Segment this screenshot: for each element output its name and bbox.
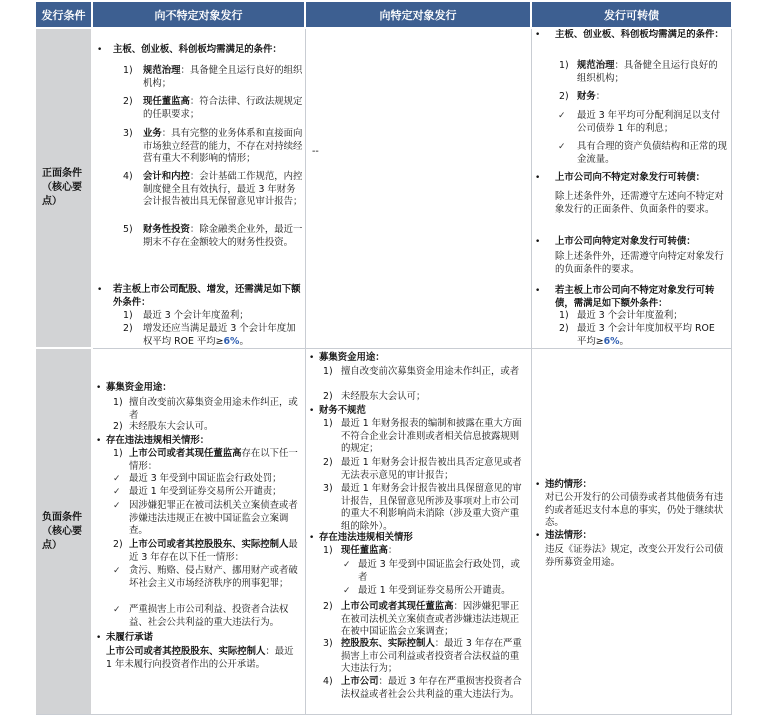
pc-item1 <box>577 60 727 85</box>
check-icon: ✓ <box>113 566 121 576</box>
ns-viol4-num: 4) <box>323 676 333 687</box>
ns-fin1: 最近 1 年财务报表的编制和披露在重大方面不符合企业会计准则或者相关信息披露规则的规定； <box>341 418 522 454</box>
row-label-positive <box>36 29 91 347</box>
bullet-icon: • <box>535 30 541 40</box>
nn-viol1-num: 1) <box>113 448 123 459</box>
ns-viol4-text: ：最近 3 年存在严重损害投资者合法权益或者社会公共利益的重大违法行为。 <box>341 676 522 700</box>
pn-extra2 <box>143 323 303 348</box>
nn-fund1: 擅自改变前次募集资金用途未作纠正，或者 <box>129 397 298 421</box>
nn-fund2-num: 2) <box>113 421 123 432</box>
pc-item1-num: 1) <box>559 60 569 71</box>
header-condition <box>36 2 91 27</box>
bullet-icon: • <box>96 383 102 393</box>
bullet-icon: • <box>96 436 102 446</box>
pc-title: 主板、创业板、科创板均需满足的条件： <box>555 29 724 40</box>
ns-viol1 <box>341 545 397 558</box>
pc-extra2 <box>577 323 727 348</box>
bullet-icon: • <box>309 406 315 416</box>
nn-viol2-check2: 严重损害上市公司利益、投资者合法权益、社会公共利益的重大违法行为。 <box>129 604 289 628</box>
ns-viol3-num: 3) <box>323 638 333 649</box>
pn-item4-text: ：会计基础工作规范，内控制度健全且有效执行，最近 3 年财务会计报告被出具无保留意见审计报告； <box>143 171 303 207</box>
bullet-icon: • <box>309 533 315 543</box>
pc-extra2-text: 最近 3 个会计年度加权平均 ROE 平均≥ <box>577 323 715 347</box>
ns-fund2: 未经股东大会认可； <box>341 391 426 402</box>
pn-extra2-text: 增发还应当满足最近 3 个会计年度加权平均 ROE 平均≥ <box>143 323 296 347</box>
pn-item5-text: ：除金融类企业外，最近一期末不存在金额较大的财务性投资。 <box>143 224 303 248</box>
pc-text-ns: 除上述条件外，还需遵守左述向不特定对象发行的正面条件、负面条件的要求。 <box>555 191 724 215</box>
bullet-icon: • <box>97 45 103 55</box>
nn-promise-bold: 上市公司或者其控股股东、实际控制人 <box>106 646 266 657</box>
pn-item3-bold: 业务 <box>143 128 162 139</box>
pn-extra2-tail: 。 <box>239 335 249 347</box>
check-icon: ✓ <box>113 487 121 497</box>
pc-extra2-tail: 。 <box>619 335 629 347</box>
nc-illegal-text: 违反《证券法》规定，改变公开发行公司债券所募资金用途。 <box>545 544 724 568</box>
row-label-positive-text: 正面条件（核心要点） <box>42 168 82 207</box>
check-icon: ✓ <box>558 142 566 152</box>
check-icon: ✓ <box>113 605 121 615</box>
pn-item5 <box>143 224 303 249</box>
row-label-negative-text: 负面条件（核心要点） <box>42 511 82 551</box>
nn-viol1-check1: 最近 3 年受到中国证监会行政处罚； <box>129 473 282 484</box>
pc-item1-text: ：具备健全且运行良好的组织机构； <box>577 60 718 84</box>
negative-specific-cell <box>306 349 531 714</box>
ns-viol2 <box>341 601 526 639</box>
positive-nonspecific-cell <box>93 29 305 348</box>
pn-item2 <box>143 96 303 121</box>
ns-fund1-num: 1) <box>323 366 333 377</box>
pn-item4 <box>143 171 303 209</box>
bullet-icon: • <box>535 480 541 490</box>
bullet-icon: • <box>97 285 103 295</box>
pc-item1-bold: 规范治理 <box>577 60 615 71</box>
ns-viol2-num: 2) <box>323 601 333 612</box>
nn-viol-title: 存在违法违规相关情形： <box>106 435 210 446</box>
pc-check1: 最近 3 年平均可分配利润足以支付公司债券 1 年的利息； <box>577 110 721 134</box>
ns-viol3 <box>341 638 526 676</box>
pn-item2-bold: 现任董监高 <box>143 96 190 107</box>
pn-extra2-highlight: 6% <box>223 335 240 347</box>
bullet-icon: • <box>535 531 541 541</box>
ns-fin2-num: 2) <box>323 457 333 468</box>
nc-illegal-title: 违法情形： <box>545 530 592 541</box>
ns-viol4 <box>341 676 526 701</box>
check-icon: ✓ <box>343 560 351 570</box>
nn-viol1-check2: 最近 1 年受到证券交易所公开谴责； <box>129 486 282 497</box>
nn-promise <box>106 646 301 671</box>
nn-viol2-num: 2) <box>113 539 123 550</box>
ns-viol1-text: ： <box>387 545 398 556</box>
check-icon: ✓ <box>343 586 351 596</box>
pn-extra1: 最近 3 个会计年度盈利； <box>143 310 249 321</box>
pn-title2: 若主板上市公司配股、增发，还需满足如下额外条件： <box>113 284 301 308</box>
nn-viol2-check1: 贪污、贿赂、侵占财产、挪用财产或者破坏社会主义市场经济秩序的刑事犯罪； <box>129 565 298 589</box>
ns-fund2-num: 2) <box>323 391 333 402</box>
pc-item2 <box>577 91 605 104</box>
check-icon: ✓ <box>113 474 121 484</box>
ns-viol3-bold: 控股股东、实际控制人 <box>341 638 435 649</box>
pn-item1 <box>143 65 303 90</box>
pc-extra1: 最近 3 个会计年度盈利； <box>577 310 683 321</box>
header-convertible-label: 发行可转债 <box>604 8 659 22</box>
bottom-border <box>36 714 731 715</box>
pn-item2-text: ：符合法律、行政法规规定的任职要求； <box>143 96 303 120</box>
ns-fin2: 最近 1 年财务会计报告被出具否定意见或者无法表示意见的审计报告； <box>341 457 522 481</box>
nn-fund-title: 募集资金用途： <box>106 382 172 393</box>
pn-item3-text: ：具有完整的业务体系和直接面向市场独立经营的能力，不存在对持续经营有重大不利影响的情形； <box>143 128 303 164</box>
nn-viol1-check3: 因涉嫌犯罪正在被司法机关立案侦查或者涉嫌违法违规正在被中国证监会立案调查。 <box>129 500 298 536</box>
check-icon: ✓ <box>113 501 121 511</box>
ns-fin-title: 财务不规范 <box>319 405 366 416</box>
ns-viol1-check1: 最近 3 年受到中国证监会行政处罚，或者 <box>358 559 520 583</box>
ps-dash: -- <box>312 146 319 157</box>
pn-item4-bold: 会计和内控 <box>143 171 190 182</box>
nn-viol1 <box>129 448 301 473</box>
nn-fund1-num: 1) <box>113 397 123 408</box>
pc-check2: 具有合理的资产负债结构和正常的现金流量。 <box>577 141 728 165</box>
nn-viol1-bold: 上市公司或者其现任董监高 <box>129 448 242 459</box>
pc-title-extra: 若主板上市公司向不特定对象发行可转债，需满足如下额外条件： <box>555 285 715 309</box>
ns-viol-title: 存在违法违规相关情形 <box>319 532 413 543</box>
pc-extra2-highlight: 6% <box>603 335 620 347</box>
nc-breach-text: 对已公开发行的公司债券或者其他债务有违约或者延迟支付本息的事实，仍处于继续状态。 <box>545 492 724 528</box>
nn-viol1-text: 存在以下任一情形： <box>129 448 298 472</box>
pc-text-s: 除上述条件外，还需遵守向特定对象发行的负面条件的要求。 <box>555 251 724 275</box>
pn-item1-num: 1) <box>123 65 133 76</box>
pc-item2-bold: 财务 <box>577 91 596 102</box>
pn-item5-num: 5) <box>123 224 133 235</box>
nn-promise-text: ：最近 1 年未履行向投资者作出的公开承诺。 <box>106 646 294 670</box>
right-border <box>731 29 732 715</box>
positive-convertible-cell <box>532 29 731 348</box>
bullet-icon: • <box>535 173 541 183</box>
row-label-negative <box>36 349 91 714</box>
header-specific-label: 向特定对象发行 <box>379 8 457 22</box>
pc-item2-num: 2) <box>559 91 569 102</box>
pn-item4-num: 4) <box>123 171 133 182</box>
ns-fund-title: 募集资金用途： <box>319 352 385 363</box>
header-specific <box>306 2 530 27</box>
pn-extra2-num: 2) <box>123 323 133 334</box>
ns-viol1-bold: 现任董监高 <box>341 545 388 556</box>
ns-viol2-bold: 上市公司或者其现任董监高 <box>341 601 454 612</box>
negative-convertible-cell <box>532 349 731 714</box>
pn-title: 主板、创业板、科创板均需满足的条件： <box>113 44 282 55</box>
pn-item5-bold: 财务性投资 <box>143 224 190 235</box>
ns-viol1-check2: 最近 1 年受到证券交易所公开谴责。 <box>358 585 511 596</box>
ns-viol1-num: 1) <box>323 545 333 556</box>
nn-viol2-bold: 上市公司或者其控股股东、实际控制人 <box>129 539 289 550</box>
header-condition-label: 发行条件 <box>41 8 86 22</box>
ns-fund1: 擅自改变前次募集资金用途未作纠正，或者 <box>341 366 520 377</box>
ns-fin3-num: 3) <box>323 483 333 494</box>
negative-nonspecific-cell <box>93 349 305 714</box>
pc-title-ns: 上市公司向不特定对象发行可转债： <box>555 172 706 183</box>
nn-fund2: 未经股东大会认可。 <box>129 421 214 432</box>
nn-promise-title: 未履行承诺 <box>106 632 153 643</box>
check-icon: ✓ <box>558 111 566 121</box>
ns-viol2-text: ：因涉嫌犯罪正在被司法机关立案侦查或者涉嫌违法违规正在被中国证监会立案调查； <box>341 601 520 637</box>
nn-viol2 <box>129 539 301 564</box>
pc-item2-text: ： <box>595 91 606 102</box>
ns-viol3-text: ：最近 3 年存在严重损害上市公司利益或者投资者合法权益的重大违法行为； <box>341 638 522 674</box>
header-nonspecific <box>93 2 304 27</box>
ns-fin3: 最近 1 年财务会计报告被出具保留意见的审计报告，且保留意见所涉及事项对上市公司的重大不利影响尚未消除（涉及重大资产重组的除外）。 <box>341 483 522 532</box>
bullet-icon: • <box>309 353 315 363</box>
pn-item3 <box>143 128 303 166</box>
bullet-icon: • <box>535 237 541 247</box>
pc-extra2-num: 2) <box>559 323 569 334</box>
nn-viol2-text: 最近 3 年存在以下任一情形： <box>129 539 298 563</box>
header-nonspecific-label: 向不特定对象发行 <box>154 8 243 22</box>
pn-item1-text: ：具备健全且运行良好的组织机构； <box>143 65 303 89</box>
pn-item1-bold: 规范治理 <box>143 65 181 76</box>
nc-breach-title: 违约情形： <box>545 479 592 490</box>
ns-fin1-num: 1) <box>323 418 333 429</box>
bullet-icon: • <box>535 286 541 296</box>
positive-specific-cell <box>306 29 531 348</box>
header-convertible <box>532 2 731 27</box>
pn-item2-num: 2) <box>123 96 133 107</box>
pn-extra1-num: 1) <box>123 310 133 321</box>
pn-item3-num: 3) <box>123 128 133 139</box>
pc-extra1-num: 1) <box>559 310 569 321</box>
pc-title-s: 上市公司向特定对象发行可转债： <box>555 236 696 247</box>
ns-viol4-bold: 上市公司 <box>341 676 379 687</box>
bullet-icon: • <box>96 633 102 643</box>
